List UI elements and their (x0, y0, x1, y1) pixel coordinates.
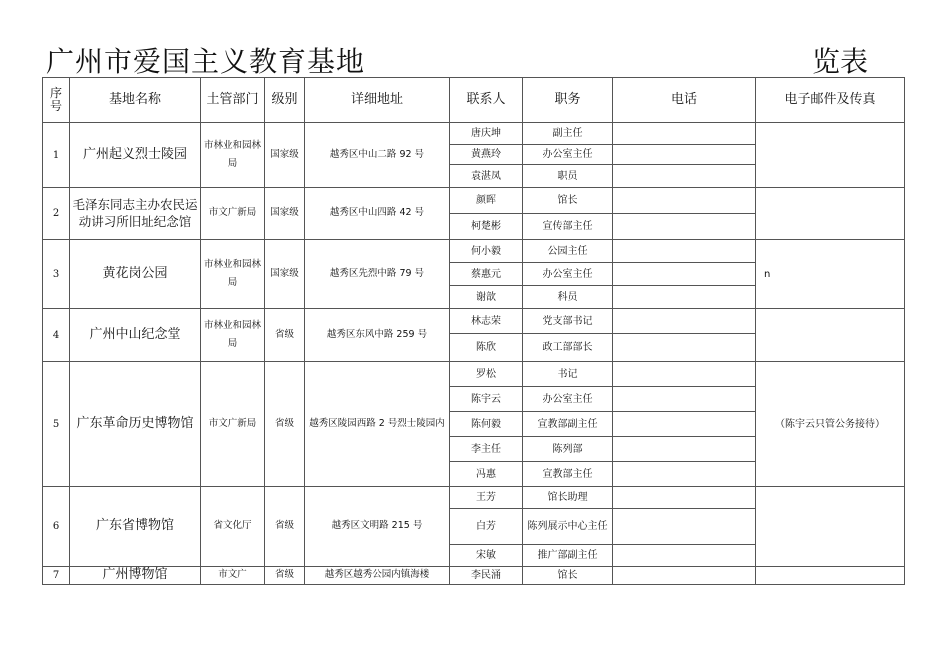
table-row (43, 362, 905, 387)
email-cell (756, 123, 905, 188)
education-base-table (42, 77, 905, 585)
contact-name: 白芳 (450, 509, 523, 545)
phone-cell (613, 309, 756, 334)
contact-position: 陈列展示中心主任 (523, 509, 613, 545)
contact-position: 陈列部 (523, 437, 613, 462)
phone-cell (613, 567, 756, 585)
site-name: 黄花岗公园 (70, 240, 201, 309)
phone-cell (613, 240, 756, 263)
site-dept: 市文广 (201, 567, 265, 585)
email-cell (756, 309, 905, 362)
contact-name: 陈欣 (450, 334, 523, 362)
contact-name: 柯楚彬 (450, 214, 523, 240)
contact-position: 馆长 (523, 567, 613, 585)
document-title: 广州市爱国主义教育基地 (46, 45, 366, 78)
site-dept: 省文化厅 (201, 487, 265, 567)
phone-cell (613, 334, 756, 362)
contact-position: 办公室主任 (523, 263, 613, 286)
site-number: 2 (43, 188, 70, 240)
phone-cell (613, 123, 756, 145)
site-name: 广州中山纪念堂 (70, 309, 201, 362)
site-dept: 市林业和园林局 (201, 309, 265, 362)
phone-cell (613, 545, 756, 567)
header-row (43, 78, 905, 123)
phone-cell (613, 487, 756, 509)
site-address: 越秀区中山四路 42 号 (305, 188, 450, 240)
site-number: 3 (43, 240, 70, 309)
site-address: 越秀区中山二路 92 号 (305, 123, 450, 188)
site-name: 毛泽东同志主办农民运动讲习所旧址纪念馆 (70, 188, 201, 240)
site-address: 越秀区越秀公园内镇海楼 (305, 567, 450, 585)
contact-name: 谢歆 (450, 286, 523, 309)
contact-position: 推广部副主任 (523, 545, 613, 567)
contact-position: 办公室主任 (523, 387, 613, 412)
site-name: 广州博物馆 (70, 567, 201, 585)
contact-position: 科员 (523, 286, 613, 309)
contact-name: 冯惠 (450, 462, 523, 487)
contact-name: 陈何毅 (450, 412, 523, 437)
site-dept: 市文广新局 (201, 362, 265, 487)
site-number: 6 (43, 487, 70, 567)
site-name: 广东省博物馆 (70, 487, 201, 567)
site-number: 7 (43, 567, 70, 585)
site-address: 越秀区先烈中路 79 号 (305, 240, 450, 309)
site-level: 国家级 (265, 240, 305, 309)
phone-cell (613, 362, 756, 387)
site-dept: 市林业和园林局 (201, 123, 265, 188)
site-address: 越秀区东风中路 259 号 (305, 309, 450, 362)
site-number: 1 (43, 123, 70, 188)
site-address: 越秀区陵园西路 2 号烈士陵园内 (305, 362, 450, 487)
contact-position: 馆长助理 (523, 487, 613, 509)
site-level: 省级 (265, 567, 305, 585)
contact-name: 黄燕玲 (450, 145, 523, 165)
contact-name: 李主任 (450, 437, 523, 462)
contact-position: 副主任 (523, 123, 613, 145)
site-level: 省级 (265, 309, 305, 362)
contact-name: 何小毅 (450, 240, 523, 263)
table-row (43, 567, 905, 585)
phone-cell (613, 437, 756, 462)
email-cell: n (756, 240, 905, 309)
table-row (43, 123, 905, 145)
header-contact: 联系人 (450, 78, 523, 123)
phone-cell (613, 263, 756, 286)
phone-cell (613, 286, 756, 309)
site-number: 5 (43, 362, 70, 487)
site-level: 省级 (265, 487, 305, 567)
contact-name: 林志荣 (450, 309, 523, 334)
contact-name: 陈宇云 (450, 387, 523, 412)
contact-position: 宣教部副主任 (523, 412, 613, 437)
table-row (43, 240, 905, 263)
site-level: 省级 (265, 362, 305, 487)
phone-cell (613, 509, 756, 545)
header-no: 序号 (43, 78, 70, 123)
phone-cell (613, 188, 756, 214)
phone-cell (613, 387, 756, 412)
contact-position: 宣传部主任 (523, 214, 613, 240)
email-cell (756, 567, 905, 585)
table-row (43, 188, 905, 214)
contact-name: 李民涌 (450, 567, 523, 585)
contact-name: 王芳 (450, 487, 523, 509)
contact-position: 政工部部长 (523, 334, 613, 362)
header-phone: 电话 (613, 78, 756, 123)
header-level: 级别 (265, 78, 305, 123)
table-row (43, 309, 905, 334)
header-dept: 土管部门 (201, 78, 265, 123)
contact-name: 袁湛凤 (450, 165, 523, 188)
contact-position: 办公室主任 (523, 145, 613, 165)
contact-name: 唐庆坤 (450, 123, 523, 145)
contact-name: 蔡惠元 (450, 263, 523, 286)
phone-cell (613, 412, 756, 437)
table-row (43, 487, 905, 509)
email-cell: （陈宇云只管公务接待） (756, 362, 905, 487)
phone-cell (613, 165, 756, 188)
site-dept: 市文广新局 (201, 188, 265, 240)
header-email: 电子邮件及传真 (756, 78, 905, 123)
phone-cell (613, 462, 756, 487)
phone-cell (613, 145, 756, 165)
site-address: 越秀区文明路 215 号 (305, 487, 450, 567)
site-number: 4 (43, 309, 70, 362)
site-dept: 市林业和园林局 (201, 240, 265, 309)
site-level: 国家级 (265, 123, 305, 188)
contact-position: 职员 (523, 165, 613, 188)
site-name: 广州起义烈士陵园 (70, 123, 201, 188)
contact-position: 公园主任 (523, 240, 613, 263)
contact-position: 宣教部主任 (523, 462, 613, 487)
contact-position: 党支部书记 (523, 309, 613, 334)
header-position: 职务 (523, 78, 613, 123)
contact-position: 书记 (523, 362, 613, 387)
site-level: 国家级 (265, 188, 305, 240)
contact-name: 颜晖 (450, 188, 523, 214)
header-address: 详细地址 (305, 78, 450, 123)
email-cell (756, 188, 905, 240)
document-title-suffix: 览表 (812, 45, 869, 78)
email-cell (756, 487, 905, 567)
contact-name: 罗松 (450, 362, 523, 387)
contact-position: 馆长 (523, 188, 613, 214)
contact-name: 宋敏 (450, 545, 523, 567)
phone-cell (613, 214, 756, 240)
site-name: 广东革命历史博物馆 (70, 362, 201, 487)
header-name: 基地名称 (70, 78, 201, 123)
